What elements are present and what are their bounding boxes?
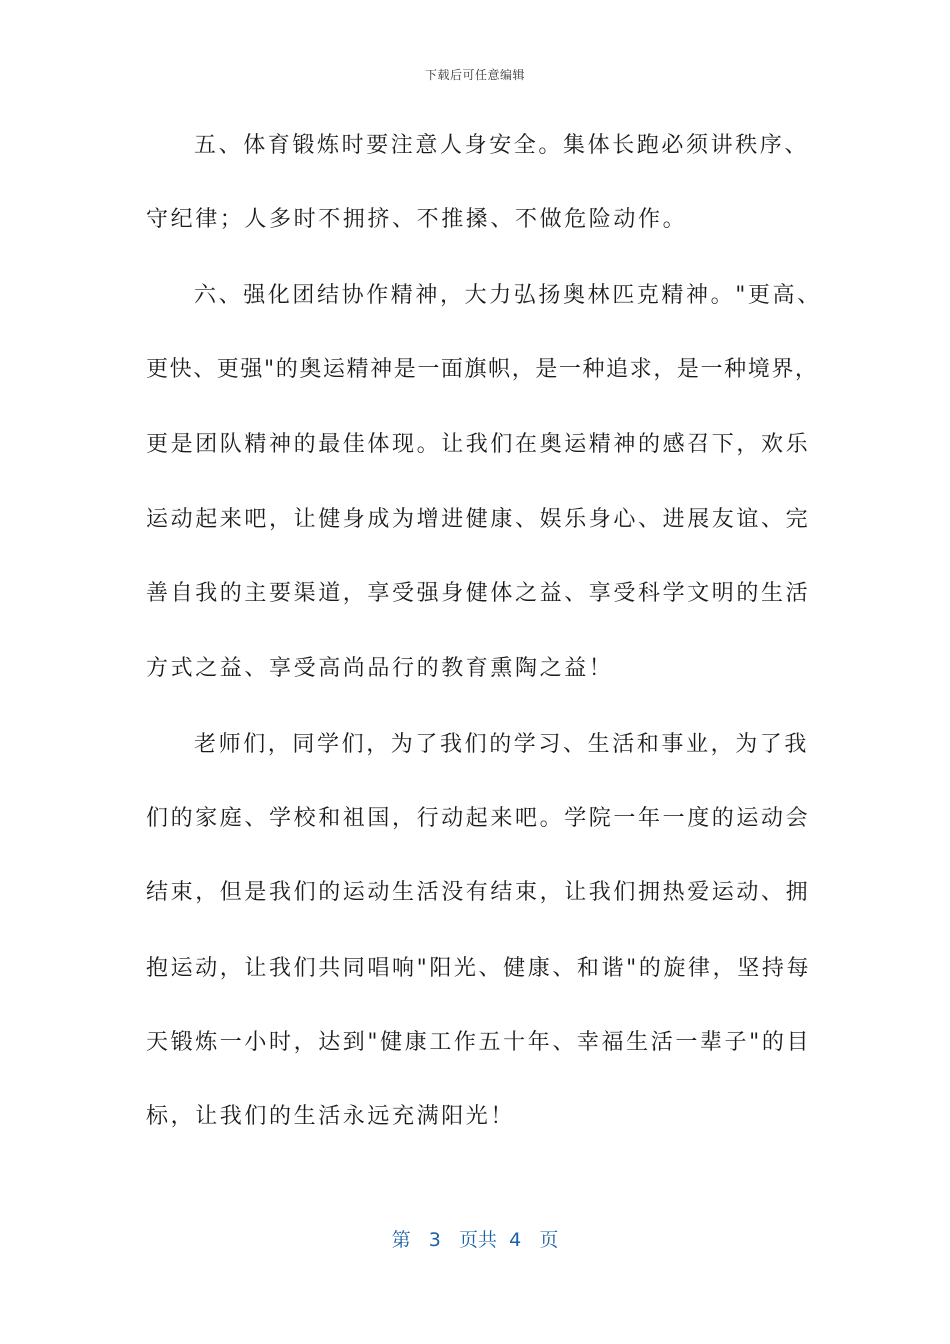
- text-line: 六、强化团结协作精神，大力弘扬奥林匹克精神。"更高、: [194, 283, 822, 308]
- text-line: 标，让我们的生活永远充满阳光！: [146, 1104, 516, 1129]
- text-line: 们的家庭、学校和祖国，行动起来吧。学院一年一度的运动会: [146, 806, 811, 831]
- text-line: 天锻炼一小时，达到"健康工作五十年、幸福生活一辈子"的目: [146, 1030, 812, 1055]
- footer-current-page: 3: [428, 1229, 441, 1251]
- text-line: 善自我的主要渠道，享受强身健体之益、享受科学文明的生活: [146, 581, 811, 606]
- text-line: 抱运动，让我们共同唱响"阳光、健康、和谐"的旋律，坚持每: [146, 956, 812, 981]
- footer-middle: 页共: [459, 1229, 498, 1251]
- footer-prefix: 第: [391, 1229, 411, 1251]
- text-line: 运动起来吧，让健身成为增进健康、娱乐身心、进展友谊、完: [146, 507, 811, 532]
- text-line: 五、体育锻炼时要注意人身安全。集体长跑必须讲秩序、: [194, 133, 810, 158]
- page-header: 下载后可任意编辑: [424, 68, 525, 82]
- page-number-footer: [0, 1225, 950, 1252]
- text-line: 结束，但是我们的运动生活没有结束，让我们拥热爱运动、拥: [146, 880, 811, 905]
- text-line: 守纪律；人多时不拥挤、不推搡、不做危险动作。: [146, 207, 688, 232]
- text-line: 老师们，同学们，为了我们的学习、生活和事业，为了我: [194, 732, 810, 757]
- footer-suffix: 页: [539, 1229, 559, 1251]
- text-line: 方式之益、享受高尚品行的教育熏陶之益！: [146, 656, 614, 681]
- text-line: 更是团队精神的最佳体现。让我们在奥运精神的感召下，欢乐: [146, 432, 811, 457]
- footer-total-pages: 4: [509, 1229, 522, 1251]
- text-line: 更快、更强"的奥运精神是一面旗帜，是一种追求，是一种境界，: [146, 357, 819, 382]
